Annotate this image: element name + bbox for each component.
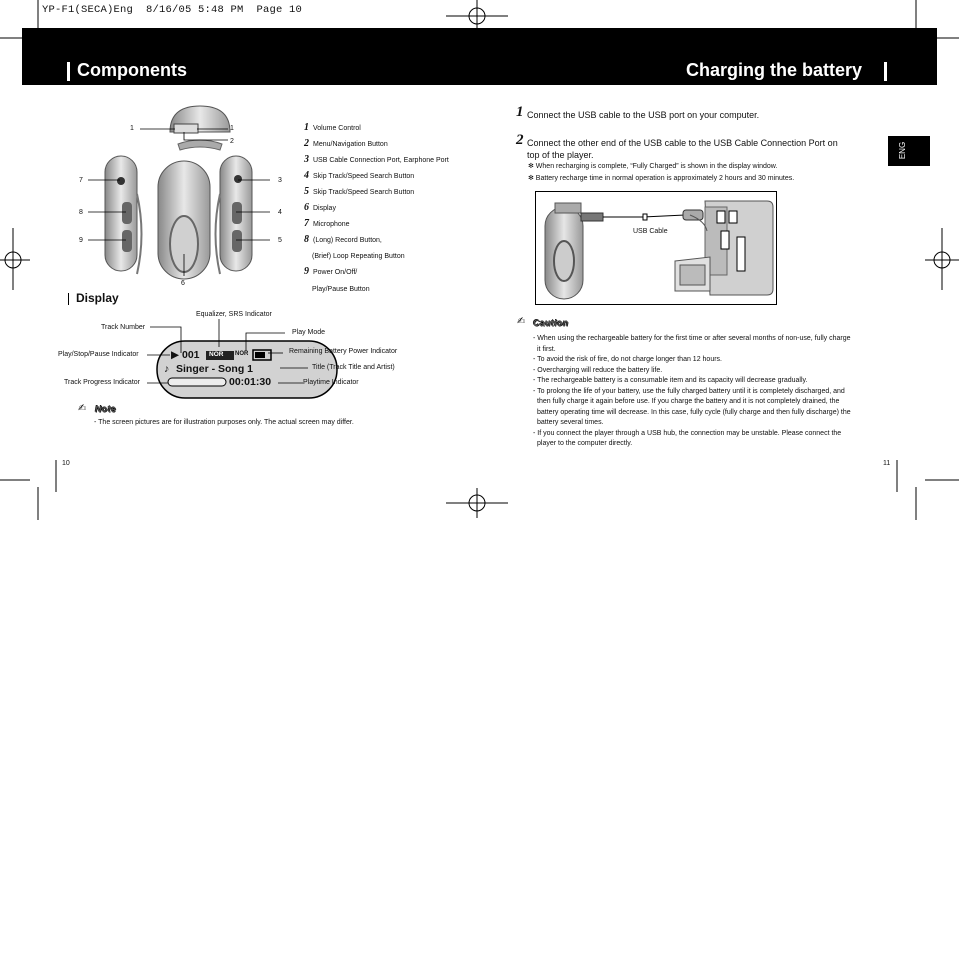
language-tab-label: ENG [898,141,908,160]
caution-line: - To prolong the life of your battery, use the fully charged battery until it is completely discharged, and [533,387,845,395]
step-1-text: Connect the USB cable to the USB port on your computer. [527,110,760,120]
component-item: 9 Power On/Off/ [304,266,358,277]
usb-cable-label: USB Cable [633,228,668,235]
callout-1-left: 1 [130,125,134,132]
callout-2: 2 [230,138,234,145]
label-play-stop: Play/Stop/Pause Indicator [58,351,139,358]
note-heading: Note [95,404,117,414]
callout-1-right: 1 [230,125,234,132]
callout-4: 4 [278,209,282,216]
caution-line: then fully charge it again before use. If you charge the battery and it is not completely drained, the [537,398,840,405]
callout-5: 5 [278,237,282,244]
callout-9: 9 [79,237,83,244]
callout-3: 3 [278,177,282,184]
print-slug: YP-F1(SECA)Eng 8/16/05 5:48 PM Page 10 [42,4,303,16]
lcd-mode: NOR [235,351,249,357]
title-bar-right [884,62,887,81]
lcd-track-number: 001 [182,349,200,361]
component-item: 7 Microphone [304,218,350,229]
caution-line: battery several times. [537,419,604,426]
page-number-right: 11 [883,460,891,467]
component-item: 8 (Long) Record Button, [304,234,382,245]
label-title: Title (Track Title and Artist) [312,364,395,371]
label-playtime: Playtime Indicator [303,379,359,386]
caution-line: - To avoid the risk of fire, do not charge longer than 12 hours. [533,356,722,363]
caution-list [533,334,851,450]
callout-8: 8 [79,209,83,216]
label-track-number: Track Number [101,324,146,331]
display-heading-bar [68,293,69,305]
component-item: 2 Menu/Navigation Button [304,138,388,149]
caution-line: - When using the rechargeable battery for the first time or after several months of non-use, fully charge [533,335,851,342]
title-bar-left [67,62,70,81]
step-2-text-line2: top of the player. [527,150,594,160]
lcd-eq: NOR [209,351,224,358]
label-play-mode: Play Mode [292,329,326,336]
step-2-text-line1: Connect the other end of the USB cable to the USB Cable Connection Port on [527,138,838,148]
player-illustration [70,104,280,294]
label-battery: Remaining Battery Power Indicator [289,348,398,355]
component-item-sub: Play/Pause Button [312,286,370,293]
component-item: 5 Skip Track/Speed Search Button [304,186,415,197]
charging-illustration [535,191,777,305]
component-item: 4 Skip Track/Speed Search Button [304,170,415,181]
music-note-icon: ♪ [164,363,170,375]
callout-7: 7 [79,177,83,184]
component-item: 3 USB Cable Connection Port, Earphone Port [304,154,449,165]
caution-line: player to the computer directly. [537,440,633,447]
callout-6: 6 [181,280,185,287]
page-number-left: 10 [62,460,70,467]
page-title-right: Charging the battery [686,60,863,80]
lcd-playtime: 00:01:30 [229,376,272,388]
component-item-sub: (Brief) Loop Repeating Button [312,253,405,260]
step-1-number: 1 [516,104,524,120]
caution-heading: Caution [533,318,569,328]
caution-line: it first. [537,345,556,353]
charge-note-1: ✻ When recharging is complete, “Fully Charged” is shown in the display window. [528,163,778,170]
charge-note-2: ✻ Battery recharge time in normal operation is approximately 2 hours and 30 minutes. [528,175,795,182]
caution-line: battery operating time will decrease. In this case, fully cycle (fully charge and then fully discharge) the [537,408,851,416]
note-pencil-icon: ✍ [78,403,87,414]
component-item: 6 Display [304,202,336,213]
caution-line: - Overcharging will reduce the battery life. [533,366,663,374]
component-item: 1 Volume Control [304,122,361,133]
display-heading: Display [76,291,119,305]
lcd-song-title: Singer - Song 1 [176,363,254,375]
step-2-number: 2 [516,132,524,148]
caution-line: - If you connect the player through a USB hub, the connection may be unstable. Please connect the [533,429,842,437]
note-text: - The screen pictures are for illustration purposes only. The actual screen may differ. [94,419,354,426]
caution-pencil-icon: ✍ [517,316,526,327]
language-tab [888,136,930,166]
page-title-left: Components [77,60,187,80]
label-equalizer: Equalizer, SRS Indicator [196,311,272,318]
play-indicator-icon: ▶ [171,349,180,361]
label-progress: Track Progress Indicator [64,379,140,386]
caution-line: - The rechargeable battery is a consumable item and its capacity will decrease gradually. [533,377,808,384]
